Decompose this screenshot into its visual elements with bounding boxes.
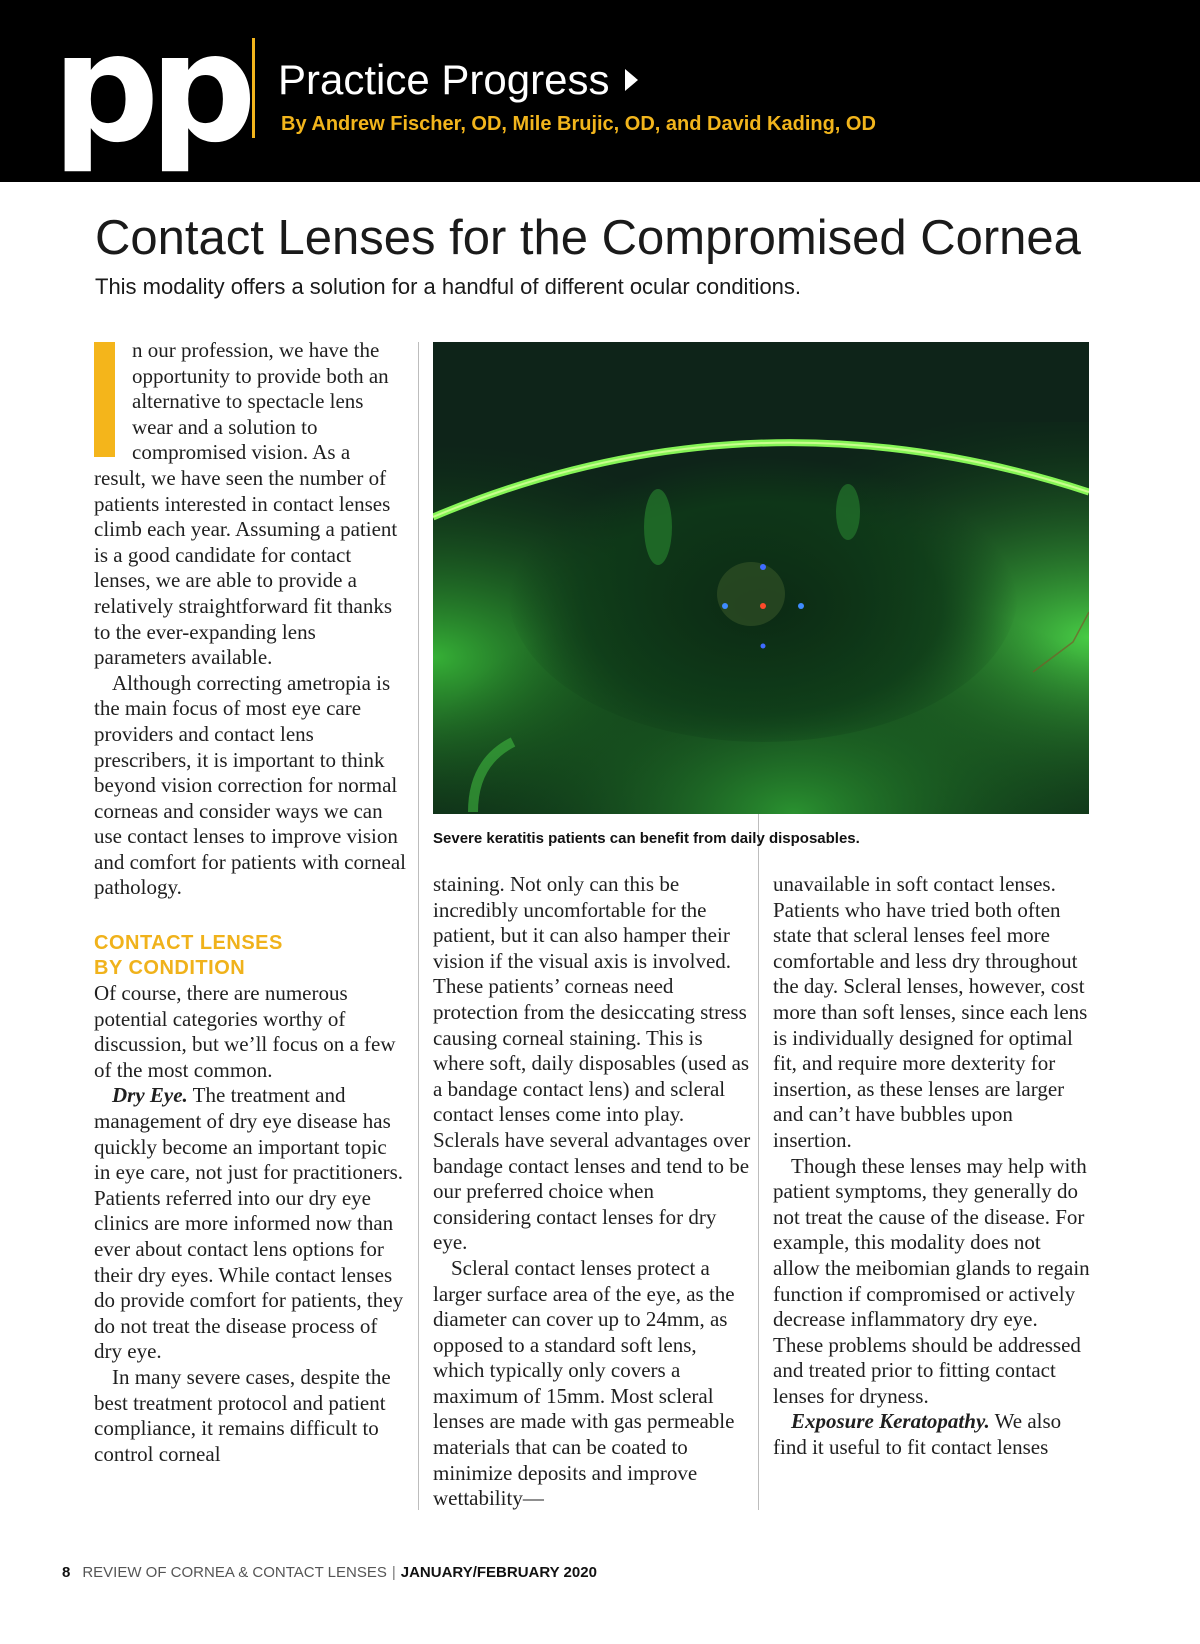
header-banner <box>0 0 1200 182</box>
drop-cap <box>94 342 115 457</box>
paragraph: Though these lenses may help with patient symptoms, they generally do not treat the cause of the disease. For example, this modality does not allow the meibomian glands to regain function if compromised or actively decrease inflammatory dry eye. These problems should be addressed and treated prior to fitting contact lenses for dryness. <box>773 1153 1090 1408</box>
paragraph: In many severe cases, despite the best treatment protocol and patient compliance, it remains difficult to control corneal <box>94 1364 391 1466</box>
paragraph-text: We also find it useful to fit contact lenses <box>773 1409 1062 1460</box>
header-divider <box>252 38 255 138</box>
subhead-line: BY CONDITION <box>94 957 246 980</box>
article-column-1 <box>94 338 406 1467</box>
keratitis-photo <box>433 342 1089 814</box>
photo-caption: Severe keratitis patients can benefit from daily disposables. <box>433 830 860 847</box>
paragraph: Scleral contact lenses protect a larger surface area of the eye, as the diameter can cover up to 24mm, as opposed to a standard soft lens, which typically only covers a maximum of 15mm. Most scleral lenses are made with gas permeable materials that can be coated to minimize deposits and improve wettability— <box>433 1255 735 1511</box>
pp-logo: pp <box>52 2 247 176</box>
run-in-head: Dry Eye. <box>112 1083 188 1108</box>
column-rule <box>418 342 419 1510</box>
paragraph <box>94 338 406 671</box>
byline: By Andrew Fischer, OD, Mile Brujic, OD, and David Kading, OD <box>281 113 876 135</box>
paragraph: unavailable in soft contact lenses. Patients who have tried both often state that scleral lenses feel more comfortable and less dry throughout the day. Scleral lenses, however, cost more than soft lenses, since each lens is individually designed for optimal fit, and require more dexterity for insertion, as these lenses are larger and can’t have bubbles upon insertion. <box>773 872 1088 1152</box>
footer-separator: | <box>391 1564 396 1581</box>
paragraph-text: The treatment and management of dry eye disease has quickly become an important topic in eye care, not just for practitioners. Patients referred into our dry eye clinics are more informed now than ever about contact lens options for their dry eyes. While contact lenses do provide comfort for patients, they do not treat the disease process of dry eye. <box>94 1083 404 1364</box>
paragraph <box>773 1409 1091 1460</box>
article-title: Contact Lenses for the Compromised Cornea <box>95 211 1081 265</box>
caret-right-icon <box>625 69 638 91</box>
paragraph: Of course, there are numerous potential categories worthy of discussion, but we’ll focus on a few of the most common. <box>94 981 396 1082</box>
paragraph: staining. Not only can this be incredibly uncomfortable for the patient, but it can also hamper their vision if the visual axis is involved. These patients’ corneas need protection from the desiccating stress causing corneal staining. This is where soft, daily disposables (used as a bandage contact lens) and scleral contact lenses come into play. Sclerals have several advantages over bandage contact lenses and tend to be our preferred choice when considering contact lenses for dry eye. <box>433 872 751 1255</box>
paragraph-text: n our profession, we have the opportunity to provide both an alternative to spectacle lens wear and a solution to compromised vision. As a result, we have seen the number of patients interested in contact lenses climb each year. Assuming a patient is a good candidate for contact lenses, we are able to provide a relatively straightforward fit thanks to the ever-expanding lens parameters available. <box>94 338 398 670</box>
page-number: 8 <box>62 1564 71 1581</box>
page-footer <box>62 1563 597 1583</box>
paragraph <box>94 1083 406 1365</box>
article-subtitle: This modality offers a solution for a handful of different ocular conditions. <box>95 274 802 299</box>
department-label: Practice Progress <box>278 56 610 103</box>
paragraph: Although correcting ametropia is the main focus of most eye care providers and contact lens prescribers, it is important to think beyond vision correction for normal corneas and consider ways we can use contact lenses to improve vision and comfort for patients with corneal pathology. <box>94 670 406 900</box>
department-title <box>278 52 638 108</box>
publication-name: REVIEW OF CORNEA & CONTACT LENSES <box>82 1564 387 1581</box>
article-column-2 <box>433 872 751 1512</box>
section-subhead <box>94 931 406 981</box>
subhead-line: CONTACT LENSES <box>94 932 283 955</box>
run-in-head: Exposure Keratopathy. <box>791 1409 990 1434</box>
article-column-3 <box>773 872 1091 1461</box>
issue-date: JANUARY/FEBRUARY 2020 <box>400 1564 597 1581</box>
